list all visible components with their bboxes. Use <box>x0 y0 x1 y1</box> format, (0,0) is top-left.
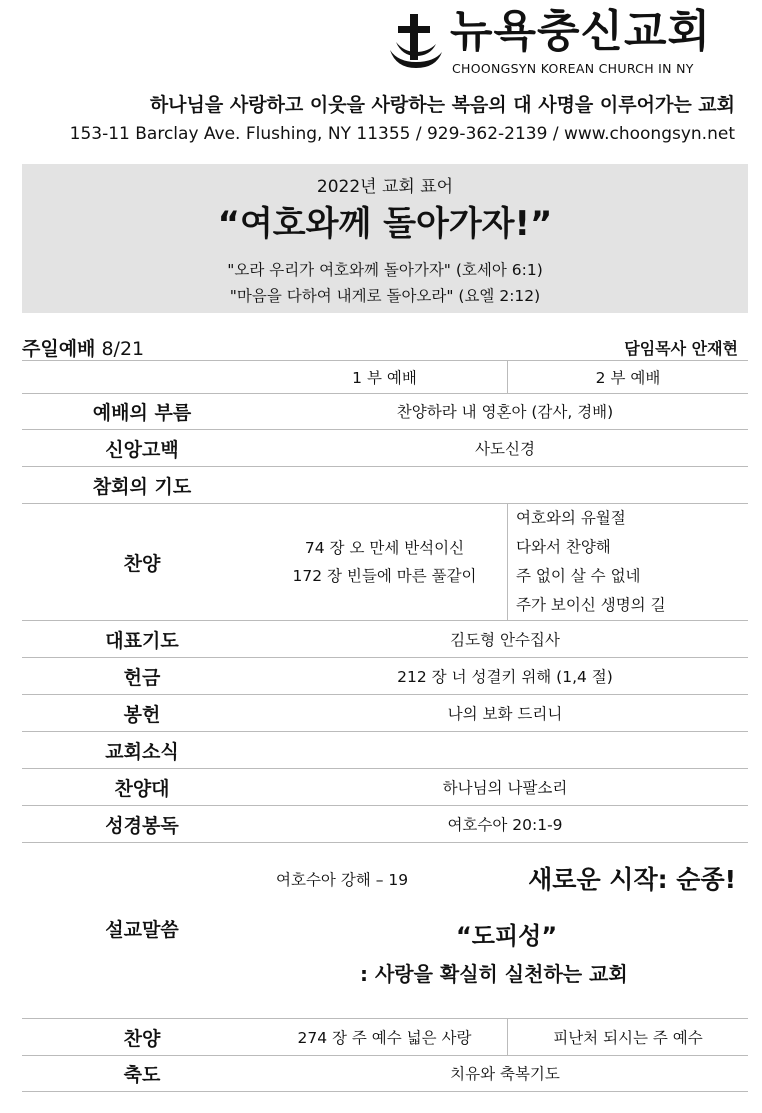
dedication-label: 봉헌 <box>123 703 161 726</box>
praise-second-song: 다와서 찬양해 <box>516 538 611 556</box>
praise-first-song: 74 장 오 만세 반석이신 <box>304 539 465 557</box>
column-second-service: 2 부 예배 <box>595 369 661 387</box>
church-name: 뉴욕충신교회 <box>450 6 712 57</box>
service-date: 8/21 <box>101 338 145 360</box>
dedication-value: 나의 보화 드리니 <box>447 705 563 723</box>
offering-label: 헌금 <box>123 666 161 689</box>
praise-second-service <box>516 504 748 620</box>
row-dedication <box>22 695 748 732</box>
prayer-label: 대표기도 <box>105 629 179 652</box>
praise-first-service <box>262 504 508 620</box>
column-header-row <box>22 360 748 394</box>
sermon-subtitle: “도피성” <box>456 922 558 950</box>
choir-value: 하나님의 나팔소리 <box>442 779 568 797</box>
row-choir <box>22 769 748 806</box>
prayer-value: 김도형 안수집사 <box>450 631 560 649</box>
church-address: 153-11 Barclay Ave. Flushing, NY 11355 / 929-362-2139 / www.choongsyn.net <box>69 124 735 144</box>
column-first-service: 1 부 예배 <box>262 361 508 393</box>
row-creed <box>22 430 748 467</box>
sermon-series: 여호수아 강해 – 19 <box>276 871 409 889</box>
news-label: 교회소식 <box>105 740 179 763</box>
pastor-name: 담임목사 안재현 <box>624 339 738 358</box>
row-prayer <box>22 621 748 658</box>
reading-value: 여호수아 20:1-9 <box>447 816 563 834</box>
closing-praise-first: 274 장 주 예수 넓은 사랑 <box>262 1019 508 1055</box>
motto-year: 2022년 교회 표어 <box>316 177 454 197</box>
closing-praise-label: 찬양 <box>123 1027 161 1050</box>
sermon-subtitle-2: : 사랑을 확실히 실천하는 교회 <box>360 962 628 986</box>
praise-second-song: 주가 보이신 생명의 길 <box>516 596 666 614</box>
call-value: 찬양하라 내 영혼아 (감사, 경배) <box>396 403 614 421</box>
row-reading <box>22 806 748 843</box>
motto-verse-2: "마음을 다하여 내게로 돌아오라" (요엘 2:12) <box>229 287 541 305</box>
choir-label: 찬양대 <box>114 777 170 800</box>
row-praise <box>22 504 748 621</box>
praise-second-song: 여호와의 유월절 <box>516 509 626 527</box>
confession-label: 참회의 기도 <box>92 475 192 498</box>
praise-first-song: 172 장 빈들에 마른 풀같이 <box>292 567 477 585</box>
motto-verse-1: "오라 우리가 여호와께 돌아가자" (호세아 6:1) <box>227 261 543 279</box>
church-english-name: CHOONGSYN KOREAN CHURCH IN NY <box>452 61 694 76</box>
row-call-to-worship <box>22 393 748 430</box>
sermon-label: 설교말씀 <box>105 919 179 941</box>
praise-second-song: 주 없이 살 수 없네 <box>516 567 641 585</box>
row-confession <box>22 467 748 504</box>
creed-value: 사도신경 <box>475 440 535 458</box>
reading-label: 성경봉독 <box>105 814 179 837</box>
row-offering <box>22 658 748 695</box>
service-name: 주일예배 <box>22 338 96 360</box>
church-tagline: 하나님을 사랑하고 이웃을 사랑하는 복음의 대 사명을 이루어가는 교회 <box>149 94 735 116</box>
offering-value: 212 장 너 성결키 위해 (1,4 절) <box>397 668 613 686</box>
call-label: 예배의 부름 <box>92 401 192 424</box>
benediction-label: 축도 <box>123 1063 161 1086</box>
motto-box <box>22 164 748 313</box>
row-benediction <box>22 1055 748 1092</box>
service-title <box>22 334 144 361</box>
motto-title: “여호와께 돌아가자!” <box>217 204 553 244</box>
benediction-value: 치유와 축복기도 <box>450 1065 560 1083</box>
closing-praise-second: 피난처 되시는 주 예수 <box>553 1029 703 1047</box>
header <box>0 0 762 160</box>
sermon-title: 새로운 시작: 순종! <box>528 865 736 894</box>
church-logo-icon <box>386 12 446 72</box>
praise-label: 찬양 <box>123 552 161 575</box>
creed-label: 신앙고백 <box>105 438 179 461</box>
row-news <box>22 732 748 769</box>
row-closing-praise <box>22 1018 748 1056</box>
